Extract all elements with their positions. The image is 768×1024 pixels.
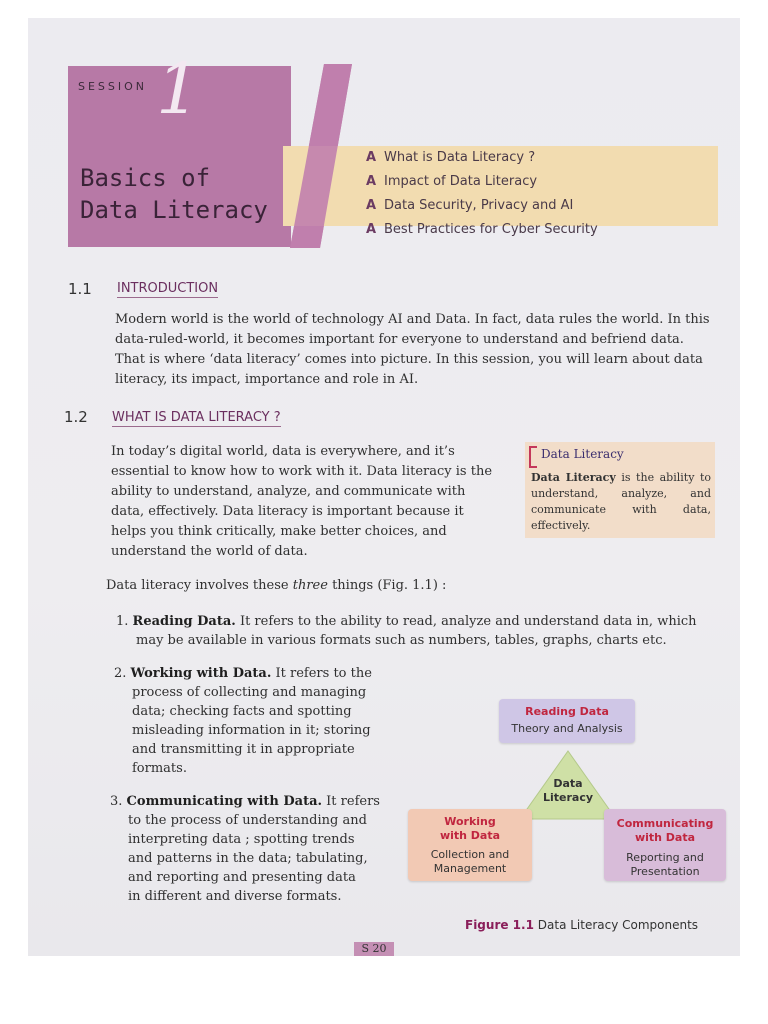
session-title-line1: Basics of — [80, 164, 211, 192]
section-heading: WHAT IS DATA LITERACY ? — [112, 410, 281, 425]
intro-paragraph: Modern world is the world of technology AI and Data. In fact, data rules the world. In this data-ruled-world, it becomes important for everyone to understand and befriend data. That is where ‘data literacy’ comes into picture. In this session, you will learn about data literacy, its impact, importance and role in AI. — [115, 312, 710, 387]
section-number: 1.2 — [64, 408, 88, 426]
topic-marker-icon: A — [366, 222, 377, 237]
topic-marker-icon: A — [366, 174, 377, 189]
topic-item: A What is Data Literacy ? — [366, 146, 598, 170]
session-title-line2: Data Literacy — [80, 196, 268, 224]
communicating-data-node: Communicating with Data Reporting and Presentation — [604, 809, 726, 881]
session-label: SESSION — [78, 80, 148, 93]
session-topics — [366, 146, 598, 242]
page-number: S 20 — [354, 942, 394, 956]
list-item: 1. Reading Data. It refers to the ability to read, analyze and understand data in, which may be available in various formats such as numbers, tables, graphs, charts etc. — [116, 614, 697, 648]
topic-item: A Best Practices for Cyber Security — [366, 218, 598, 242]
data-literacy-diagram — [408, 693, 728, 893]
definition-box — [525, 442, 715, 538]
section-number: 1.1 — [68, 280, 92, 298]
definition-title: Data Literacy — [541, 447, 624, 461]
definition-text: Data Literacy is the ability to understand, analyze, and communicate with data, effectively. — [531, 471, 712, 532]
section-heading: INTRODUCTION — [117, 281, 219, 296]
lead-in: Data literacy involves these three things (Fig. 1.1) : — [106, 578, 447, 593]
what-paragraph: In today’s digital world, data is everywhere, and it’s essential to know how to work with it. Data literacy is the ability to understand, analyze, and communicate with data, effectively. Data literacy is important because it helps you think critically, make better choices, and understand the world of data. — [111, 444, 493, 559]
topic-item: A Data Security, Privacy and AI — [366, 194, 598, 218]
list-item: 3. Communicating with Data. It refers to the process of understanding and interpreting data ; spotting trends and patterns in the data; tabulating, and reporting and presenting data in different and diverse formats. — [110, 794, 380, 904]
definition-term: Data Literacy — [531, 471, 616, 484]
topic-item: A Impact of Data Literacy — [366, 170, 598, 194]
topic-marker-icon: A — [366, 198, 377, 213]
session-banner — [68, 48, 291, 247]
textbook-page — [28, 18, 740, 956]
center-label: Data Literacy — [542, 777, 594, 804]
banner-ribbon-front — [290, 64, 352, 248]
topic-marker-icon: A — [366, 150, 377, 165]
session-title — [80, 162, 268, 226]
bracket-icon — [529, 446, 537, 468]
list-item: 2. Working with Data. It refers to the process of collecting and managing data; checking facts and spotting misleading information in it; storing and transmitting it in appropriate formats. — [114, 666, 372, 776]
session-number: 1 — [156, 48, 201, 130]
figure-caption: Figure 1.1 Data Literacy Components — [465, 918, 699, 932]
working-data-node: Working with Data Collection and Management — [408, 809, 532, 881]
reading-data-node: Reading Data Theory and Analysis — [499, 699, 635, 743]
